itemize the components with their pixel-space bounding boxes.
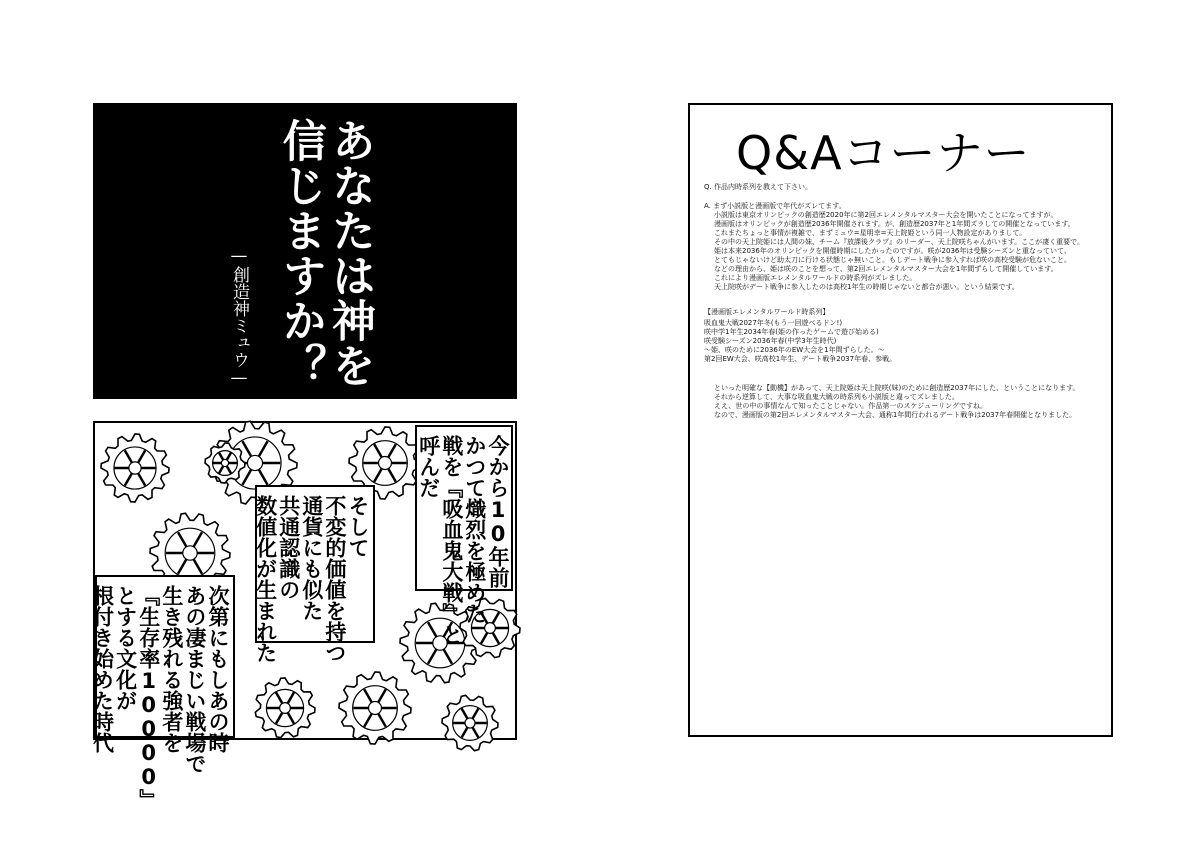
qa-closing-line: ええ、世の中の事情なんて知ったことじゃない。作品第一のスケジューリングですね。: [714, 402, 987, 410]
qa-timeline-item: 咲中学1年生2034年春(姫の作ったゲームで遊び始める): [704, 328, 879, 336]
qa-timeline-item: 第2回EW大会、咲高校1年生、デート戦争2037年春、参戦。: [704, 355, 897, 363]
qa-page: [688, 103, 1113, 737]
qa-answer-line: 漫画版はオリンピックが創造歴2036年開催されます。が、創造歴2037年と1年間ズラしての開催となっています。: [714, 220, 1075, 228]
qa-timeline-item: ～姫、咲のために2036年のEW大会を1年間ずらした。～: [704, 346, 885, 354]
narration-box-1: [415, 425, 513, 645]
narration-text-2: そして 不変的価値を持つ 通貨にも似た 共通認識の 数値化が生まれた: [253, 495, 370, 663]
title-panel: [93, 103, 517, 399]
gear-hub: [129, 462, 141, 474]
qa-answer-line: 姫は本来2036年のオリンピックを開催時期にしたかったのですが。咲が2036年は受験シーズンと重なっていて、: [714, 247, 1071, 255]
gear-hub: [221, 459, 228, 466]
qa-answer-line: A. まず小説版と漫画版で年代がズレてます。: [704, 202, 846, 210]
gear-hub: [369, 702, 382, 715]
qa-closing-line: それから逆算して、大事な吸血鬼大戦の時系列も小説版と違ってズレました。: [714, 393, 959, 401]
qa-timeline-item: 吸血鬼大戦2027年冬(もう一回遊べるドン!): [704, 319, 843, 327]
qa-answer-line: これにより漫画版エレメンタルワールドの時系列がズレました。: [714, 274, 917, 282]
narration-text-1: 今から10年前 かつて熾烈を極めた 戦を『吸血鬼大戦』と 呼んだ: [416, 435, 510, 645]
qa-answer-line: これまたちょっと事情が複雑で、まずミュウ=星明幸=天上院姫という同一人物設定がありまして。: [714, 229, 1027, 237]
qa-timeline-item: 咲受験シーズン2036年春(中学3年生時代): [704, 337, 837, 345]
gear-panel: [90, 421, 517, 810]
qa-answer-line: 天上院咲がデート戦争に参入したのは高校1年生の時期じゃないと都合が悪い。という結果です。: [714, 283, 1019, 291]
qa-answer-line: 小説版は東京オリンピックの創造歴2020年に第2回エレメンタルマスター大会を開いたことになってますが。: [714, 211, 1058, 219]
qa-closing-line: といった明確な【動機】があって、天上院姫は天上院咲(妹)のために創造歴2037年にした、ということになります。: [714, 384, 1080, 392]
gear-hub: [183, 546, 197, 560]
title-attribution: —創造神ミュウ—: [229, 246, 249, 388]
qa-answer-line: その中の天上院姫には人間の妹、チーム『放課後クラブ』のリーダー、天上院咲ちゃんがいます。ここが凄く重要で。: [714, 238, 1085, 246]
gear-hub: [247, 455, 262, 470]
title-question: あなたは神を 信じますか？: [274, 118, 375, 388]
qa-answer-line: などの理由から、姫は咲のことを想って、第2回エレメンタルマスター大会を1年間ずらして開催しています。: [714, 265, 1058, 273]
qa-closing-line: なので、漫画版の第2回エレメンタルマスター大会、通称1年間行われるデート戦争は2037年春開催となりました。: [714, 411, 1077, 419]
narration-box-2: [253, 485, 375, 663]
qa-answer-line: とてもじゃないけど助太刀に行ける状態じゃ無いこと。もしデート戦争に参入すれば咲の高校受験が危ないこと。: [714, 256, 1071, 264]
narration-text-3: 次第にもしあの時 あの凄まじい戦場で 生き残れる強者を 『生存率10000』 とする文化が 根付き始めた時代: [90, 585, 230, 810]
gear-hub: [465, 718, 475, 728]
gear-hub: [379, 457, 392, 470]
gear-hub: [280, 703, 291, 714]
qa-title: Q&Aコーナー: [736, 126, 1031, 180]
qa-timeline-heading: 【漫画版エレメンタルワールド時系列】: [704, 308, 830, 316]
qa-question: Q. 作品内時系列を教えて下さい。: [704, 183, 812, 191]
narration-box-3: [90, 575, 235, 810]
